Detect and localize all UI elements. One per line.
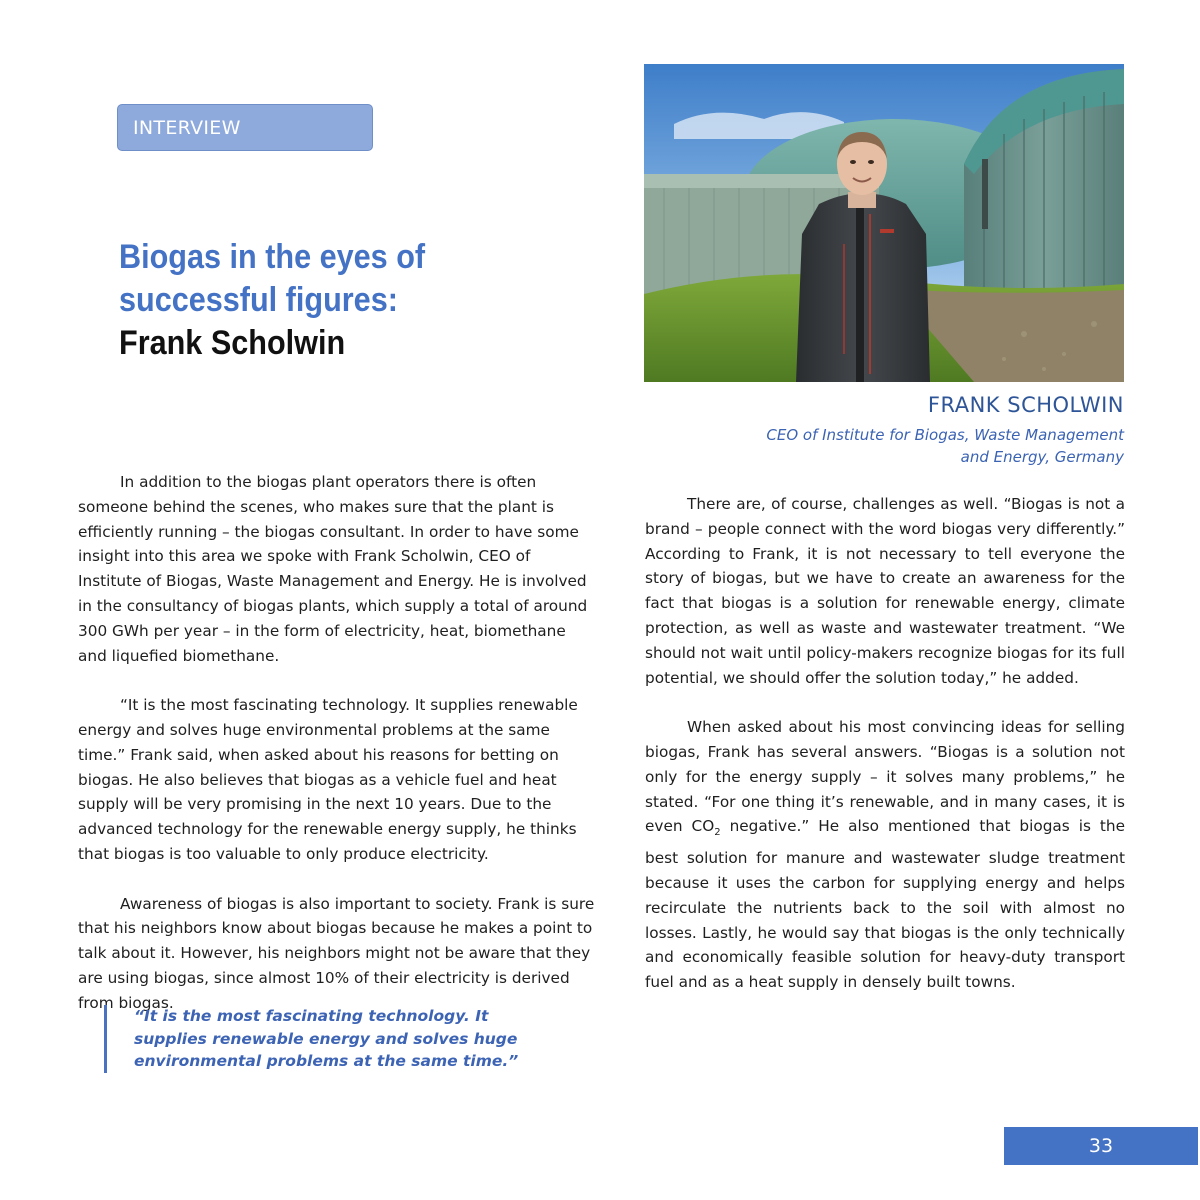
body-paragraph: Awareness of biogas is also important to society. Frank is sure that his neighbors know about biogas because he makes a point to talk about it. However, his neighbors might not be aware that they are using biogas, since almost 10% of their electricity is derived from biogas.	[78, 894, 595, 1012]
headline-name: Frank Scholwin	[119, 324, 346, 362]
photo-caption-name: FRANK SCHOLWIN	[927, 393, 1124, 417]
right-column	[645, 492, 1125, 1020]
body-text-segment: negative.” He also mentioned that biogas is the best solution for manure and wastewater sludge treatment because it uses the carbon for supplying energy and helps recirculate the nutrients back to the soil with almost no losses. Lastly, he would say that biogas is the only technically and economically feasible solution for heavy-duty transport fuel and as a heat supply in densely built towns.	[645, 817, 1125, 992]
left-column	[78, 470, 598, 1040]
body-paragraph: In addition to the biogas plant operators there is often someone behind the scenes, who makes sure that the plant is efficiently running – the biogas consultant. In order to have some insight into this area we spoke with Frank Scholwin, CEO of Institute of Biogas, Waste Management and Energy. He is involved in the consultancy of biogas plants, which supply a total of around 300 GWh per year – in the form of electricity, heat, biomethane and liquefied biomethane.	[78, 473, 588, 665]
pull-quote: “It is the most fascinating technology. It supplies renewable energy and solves huge environmental problems at the same time.”	[104, 1005, 554, 1073]
article-headline	[119, 236, 533, 365]
body-text-segment: When asked about his most convincing ideas for selling biogas, Frank has several answers. “Biogas is a solution not only for the energy supply – it solves many problems,” he stated. “For one thing it’s renewable, and in many cases, it is even CO	[645, 718, 1125, 836]
photo-caption-role	[744, 424, 1124, 468]
portrait-photo	[644, 64, 1124, 382]
section-tag-label: INTERVIEW	[133, 117, 241, 139]
body-paragraph: “It is the most fascinating technology. It supplies renewable energy and solves huge environmental problems at the same time.” Frank said, when asked about his reasons for betting on biogas. He also believes that biogas as a vehicle fuel and heat supply will be very promising in the next 10 years. Due to the advanced technology for the renewable energy supply, he thinks that biogas is too valuable to only produce electricity.	[78, 696, 578, 863]
page-number	[1004, 1127, 1198, 1165]
caption-role-line-2: and Energy, Germany	[960, 448, 1124, 466]
headline-line-2: successful figures:	[119, 281, 398, 319]
subscript-text: 2	[714, 827, 721, 839]
caption-role-line-1: CEO of Institute for Biogas, Waste Management	[766, 426, 1124, 444]
body-paragraph	[645, 715, 1125, 995]
headline-line-1: Biogas in the eyes of	[119, 238, 426, 276]
body-paragraph: There are, of course, challenges as well. “Biogas is not a brand – people connect with the word biogas very differently.” According to Frank, it is not necessary to tell everyone the story of biogas, but we have to create an awareness for the fact that biogas is a solution for renewable energy, climate protection, as well as waste and wastewater treatment. “We should not wait until policy-makers recognize biogas for its full potential, we should offer the solution today,” he added.	[645, 495, 1125, 687]
page-number-label: 33	[1088, 1135, 1114, 1157]
section-tag	[117, 104, 373, 151]
